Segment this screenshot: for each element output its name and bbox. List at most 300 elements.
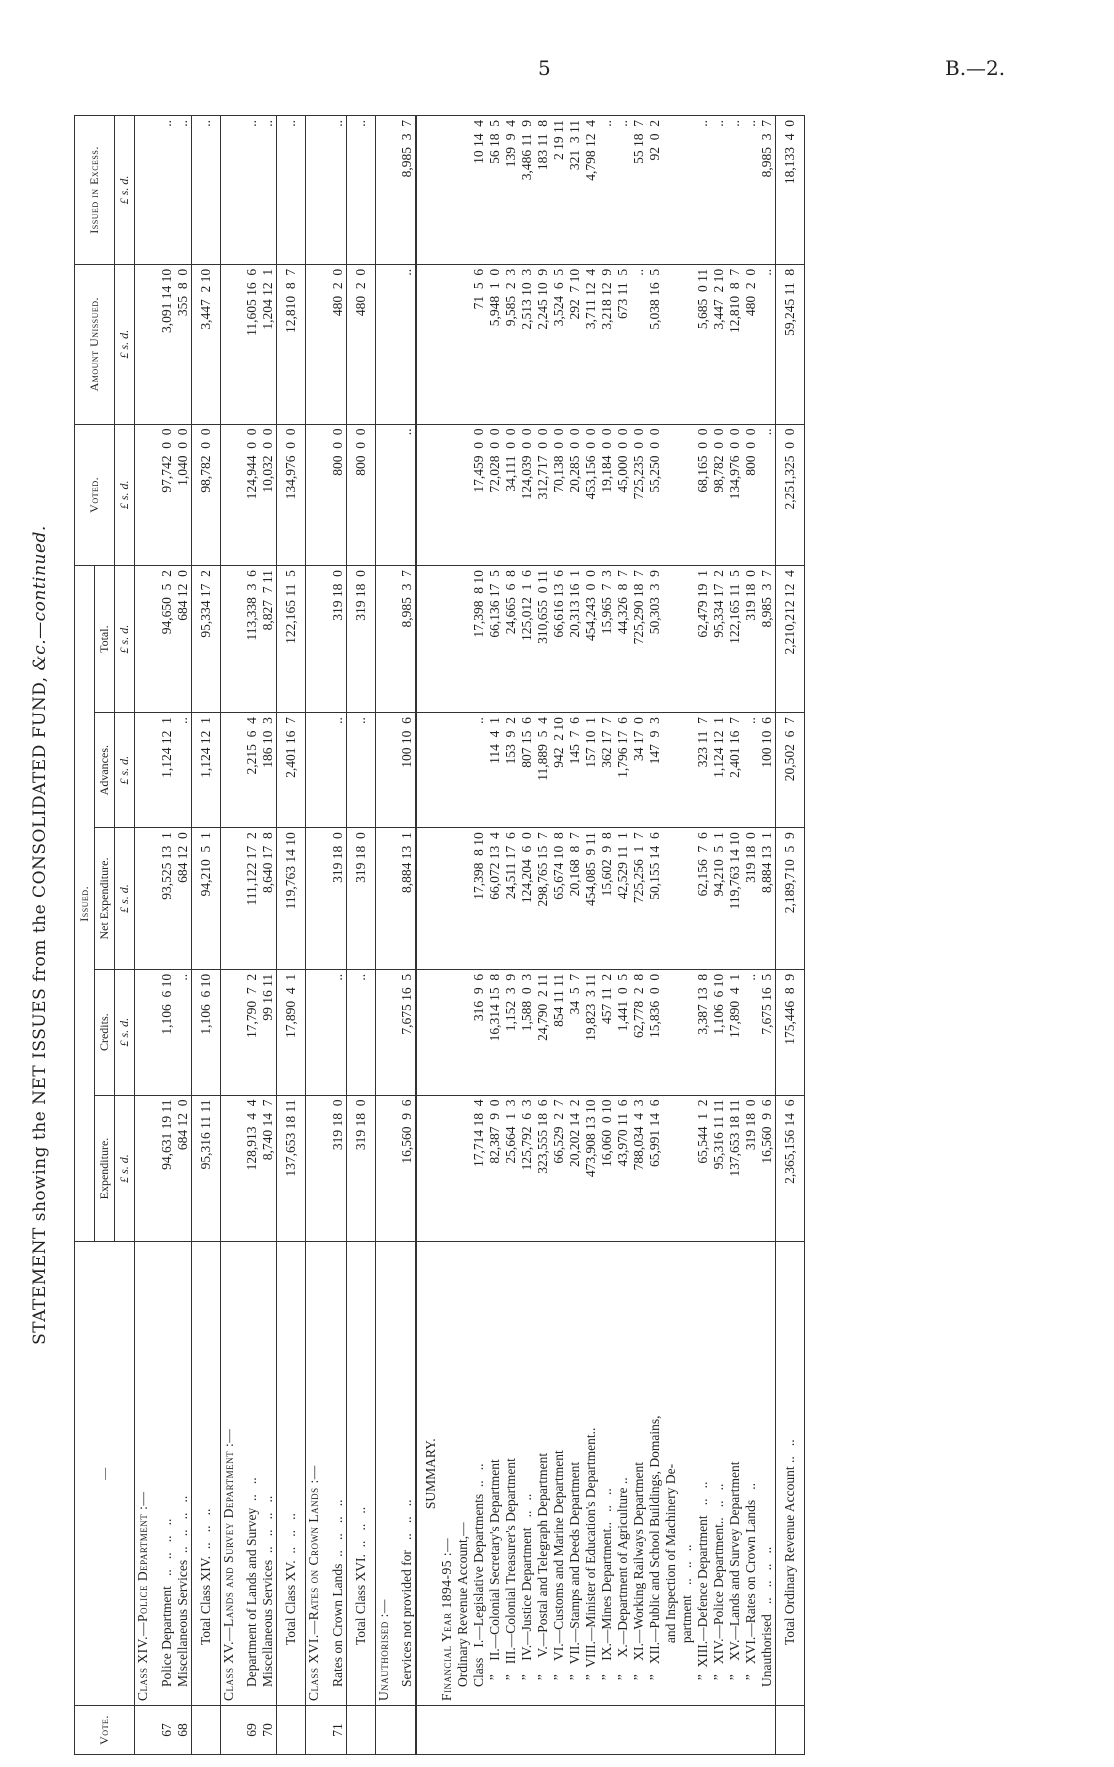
cell-adv: 942 2 10 [551,713,567,828]
cell-adv: .. [330,713,347,828]
cell-adv: 145 7 6 [567,713,583,828]
cell-voted [220,424,244,566]
cell-unissued: 3,447 2 10 [711,264,727,424]
cell-excess: 8,985 3 7 [399,116,416,265]
cell-exp: 2,365,156 14 6 [776,1095,805,1242]
cell-unissued: .. [631,264,647,424]
row-label: ” VI.—Customs and Marine Department [551,1242,567,1706]
cell-unissued: 480 2 0 [330,264,347,424]
row-label: ” X.—Department of Agriculture .. [615,1242,631,1706]
vote-number: 69 [244,1706,260,1755]
vote-number [135,1706,159,1755]
cell-exp: 65,544 1 2 [695,1095,711,1242]
cell-total: 310,655 0 11 [535,566,551,713]
cell-voted: 97,742 0 0 [159,424,175,566]
cell-cred: 7,675 16 5 [759,969,776,1095]
row-label: ” XII.—Public and School Buildings, Domains, and Inspection of Machinery De- partment .. .. .. [647,1242,695,1706]
vote-number [399,1706,416,1755]
summary-row [503,116,519,1755]
cell-adv [306,713,330,828]
cell-net: 42,529 11 1 [615,828,631,970]
col-issued-in-excess: Issued in Excess. [75,116,115,265]
cell-net: 124,204 6 0 [519,828,535,970]
cell-excess: 3,486 11 9 [519,116,535,265]
cell-unissued: 9,585 2 3 [503,264,519,424]
cell-adv: .. [175,713,192,828]
cell-excess: .. [711,116,727,265]
cell-excess: .. [615,116,631,265]
cell-total: 454,243 0 0 [583,566,599,713]
cell-exp: 319 18 0 [346,1095,375,1242]
cell-net: 319 18 0 [346,828,375,970]
cell-total: 319 18 0 [743,566,759,713]
cell-adv: 114 4 1 [487,713,503,828]
page-reference: B.—2. [945,56,1006,80]
cell-exp: 17,714 18 4 [471,1095,487,1242]
table-row [244,116,260,1755]
statement-table [74,115,805,1755]
row-label: Ordinary Revenue Account,— [455,1242,471,1706]
cell-adv: .. [471,713,487,828]
cell-unissued: 2,513 10 3 [519,264,535,424]
statement-body [135,116,805,1755]
vote-number [615,1706,631,1755]
units-exp: £ s. d. [115,1095,135,1242]
cell-net [416,828,439,970]
cell-cred: .. [743,969,759,1095]
cell-excess: .. [191,116,220,265]
summary-row [647,116,695,1755]
cell-cred [416,969,439,1095]
vote-number: 70 [260,1706,277,1755]
cell-voted [416,424,439,566]
row-label: ” XIV.—Police Department.. .. .. [711,1242,727,1706]
cell-voted: 45,000 0 0 [615,424,631,566]
cell-exp: 684 12 0 [175,1095,192,1242]
row-label: ” VII.—Stamps and Deeds Department [567,1242,583,1706]
cell-excess: .. [727,116,743,265]
cell-voted: 72,028 0 0 [487,424,503,566]
cell-net [455,828,471,970]
page-number: 5 [538,56,551,80]
row-label: Miscellaneous Services .. .. .. .. [175,1242,192,1706]
cell-adv: 362 17 7 [599,713,615,828]
vote-number [503,1706,519,1755]
cell-exp: 319 18 0 [330,1095,347,1242]
vote-number [535,1706,551,1755]
row-label: Police Department .. .. .. .. [159,1242,175,1706]
cell-excess [416,116,439,265]
cell-excess: 55 18 7 [631,116,647,265]
statement-title [30,115,50,1755]
cell-excess [375,116,399,265]
col-total: Total. [95,566,115,713]
cell-voted [439,424,455,566]
cell-cred: 3,387 13 8 [695,969,711,1095]
row-label: ” XIII.—Defence Department .. .. [695,1242,711,1706]
cell-voted: 134,976 0 0 [277,424,306,566]
cell-cred: .. [175,969,192,1095]
cell-unissued: 12,810 8 7 [727,264,743,424]
cell-total: 319 18 0 [330,566,347,713]
summary-row [743,116,759,1755]
units-cred: £ s. d. [115,969,135,1095]
cell-exp: 137,653 18 11 [277,1095,306,1242]
cell-voted: 800 0 0 [330,424,347,566]
cell-exp [375,1095,399,1242]
cell-cred: 24,790 2 11 [535,969,551,1095]
financial-year-row [439,116,455,1755]
vote-number [727,1706,743,1755]
cell-voted: 10,032 0 0 [260,424,277,566]
cell-unissued: 5,038 16 5 [647,264,695,424]
cell-total: 113,338 3 6 [244,566,260,713]
cell-total: 125,012 1 6 [519,566,535,713]
row-label: ” III.—Colonial Treasurer's Department [503,1242,519,1706]
cell-exp: 16,560 9 6 [399,1095,416,1242]
cell-unissued [220,264,244,424]
cell-total [416,566,439,713]
cell-exp [306,1095,330,1242]
cell-voted [135,424,159,566]
cell-adv: 807 15 6 [519,713,535,828]
cell-unissued [306,264,330,424]
cell-cred: 1,106 6 10 [159,969,175,1095]
cell-excess: .. [346,116,375,265]
cell-unissued: 71 5 6 [471,264,487,424]
cell-voted: 70,138 0 0 [551,424,567,566]
cell-adv: 153 9 2 [503,713,519,828]
cell-unissued: 292 7 10 [567,264,583,424]
cell-net: 725,256 1 7 [631,828,647,970]
units-net: £ s. d. [115,828,135,970]
cell-unissued: 59,245 11 8 [776,264,805,424]
col-issued: Issued. [75,566,95,1242]
cell-cred [439,969,455,1095]
cell-voted: 68,165 0 0 [695,424,711,566]
cell-unissued: 5,948 1 0 [487,264,503,424]
cell-adv [439,713,455,828]
cell-total: 8,985 3 7 [399,566,416,713]
cell-exp: 66,529 2 7 [551,1095,567,1242]
cell-net: 93,525 13 1 [159,828,175,970]
cell-exp: 319 18 0 [743,1095,759,1242]
cell-net: 454,085 9 11 [583,828,599,970]
cell-cred: 7,675 16 5 [399,969,416,1095]
row-label: ” II.—Colonial Secretary's Department [487,1242,503,1706]
cell-unissued [439,264,455,424]
vote-number [471,1706,487,1755]
cell-exp [416,1095,439,1242]
class-heading-row [135,116,159,1755]
cell-adv [455,713,471,828]
cell-voted: 20,285 0 0 [567,424,583,566]
col-voted: Voted. [75,424,115,566]
cell-net [439,828,455,970]
cell-net: 8,884 13 1 [399,828,416,970]
cell-net: 119,763 14 10 [727,828,743,970]
cell-total: 95,334 17 2 [191,566,220,713]
cell-total [135,566,159,713]
cell-total: 62,479 19 1 [695,566,711,713]
table-row [260,116,277,1755]
cell-voted: 312,717 0 0 [535,424,551,566]
cell-cred [220,969,244,1095]
row-label: Class XIV.—Police Department :— [135,1242,159,1706]
title-main: STATEMENT showing the NET ISSUES from the CONSOLIDATED FUND, [30,670,50,1345]
vote-number [519,1706,535,1755]
summary-total-row [776,116,805,1755]
cell-total [439,566,455,713]
cell-cred [455,969,471,1095]
cell-total: 8,827 7 11 [260,566,277,713]
col-net-expenditure: Net Expenditure. [95,828,115,970]
cell-exp: 82,387 9 0 [487,1095,503,1242]
cell-cred: 1,152 3 9 [503,969,519,1095]
cell-cred: 16,314 15 8 [487,969,503,1095]
cell-cred [306,969,330,1095]
cell-net [375,828,399,970]
cell-net: 65,674 10 8 [551,828,567,970]
row-label: Rates on Crown Lands .. .. .. .. [330,1242,347,1706]
cell-voted: 2,251,325 0 0 [776,424,805,566]
cell-total [306,566,330,713]
cell-cred: 19,823 3 11 [583,969,599,1095]
vote-number [306,1706,330,1755]
cell-net: 111,122 17 2 [244,828,260,970]
cell-excess: 92 0 2 [647,116,695,265]
cell-adv: 323 11 7 [695,713,711,828]
summary-row [695,116,711,1755]
cell-adv: 1,124 12 1 [711,713,727,828]
cell-excess [439,116,455,265]
cell-voted [375,424,399,566]
cell-excess: 2 19 11 [551,116,567,265]
cell-net [135,828,159,970]
summary-row [583,116,599,1755]
class-total-row [346,116,375,1755]
cell-total: 319 18 0 [346,566,375,713]
cell-exp: 95,316 11 11 [191,1095,220,1242]
cell-exp: 65,991 14 6 [647,1095,695,1242]
title-continued: &c.—continued. [30,525,50,671]
row-label: Total Class XVI. .. .. .. [346,1242,375,1706]
vote-number [776,1706,805,1755]
cell-voted: 725,235 0 0 [631,424,647,566]
table-row [175,116,192,1755]
units-excess: £ s. d. [115,116,135,265]
summary-row [519,116,535,1755]
cell-adv: 186 10 3 [260,713,277,828]
cell-excess: 183 11 8 [535,116,551,265]
units-total: £ s. d. [115,566,135,713]
summary-row [727,116,743,1755]
cell-cred: 854 11 11 [551,969,567,1095]
cell-exp: 43,970 11 6 [615,1095,631,1242]
summary-heading-row [416,116,439,1755]
cell-total: 24,665 6 8 [503,566,519,713]
row-label: Class I.—Legislative Departments .. .. [471,1242,487,1706]
cell-excess: .. [260,116,277,265]
cell-voted: 800 0 0 [346,424,375,566]
cell-net: 20,168 8 7 [567,828,583,970]
cell-total: 66,616 13 6 [551,566,567,713]
cell-net: 8,884 13 1 [759,828,776,970]
vote-number [551,1706,567,1755]
cell-exp: 20,202 14 2 [567,1095,583,1242]
cell-cred: 99 16 11 [260,969,277,1095]
vote-number [743,1706,759,1755]
row-label: Unauthorised :— [375,1242,399,1706]
row-label: Financial Year 1894-95 :— [439,1242,455,1706]
summary-row [615,116,631,1755]
row-label: Miscellaneous Services .. .. .. .. [260,1242,277,1706]
cell-unissued: 3,218 12 9 [599,264,615,424]
cell-adv [416,713,439,828]
cell-total: 50,303 3 9 [647,566,695,713]
cell-excess [135,116,159,265]
cell-excess: 321 3 11 [567,116,583,265]
vote-number [647,1706,695,1755]
cell-unissued [455,264,471,424]
cell-total [455,566,471,713]
cell-cred: 34 5 7 [567,969,583,1095]
summary-row [599,116,615,1755]
vote-number [191,1706,220,1755]
row-label: ” IX.—Mines Department.. .. .. [599,1242,615,1706]
cell-voted: 98,782 0 0 [191,424,220,566]
vote-number: 68 [175,1706,192,1755]
cell-net: 24,511 17 6 [503,828,519,970]
cell-voted: 17,459 0 0 [471,424,487,566]
row-label: ” VIII.—Minister of Education's Department.. [583,1242,599,1706]
cell-unissued: 355 8 0 [175,264,192,424]
class-heading-row [306,116,330,1755]
vote-number [220,1706,244,1755]
cell-unissued [416,264,439,424]
cell-unissued: 3,091 14 10 [159,264,175,424]
row-label: Department of Lands and Survey .. .. [244,1242,260,1706]
vote-number: 67 [159,1706,175,1755]
units-adv: £ s. d. [115,713,135,828]
cell-excess: .. [743,116,759,265]
cell-net: 66,072 13 4 [487,828,503,970]
cell-adv: 100 10 6 [399,713,416,828]
cell-exp: 8,740 14 7 [260,1095,277,1242]
cell-exp [135,1095,159,1242]
cell-unissued: .. [399,264,416,424]
cell-excess [455,116,471,265]
cell-adv: 157 10 1 [583,713,599,828]
row-label: Class XV.—Lands and Survey Department :— [220,1242,244,1706]
vote-number [439,1706,455,1755]
cell-voted [306,424,330,566]
cell-excess: 139 9 4 [503,116,519,265]
cell-total: 684 12 0 [175,566,192,713]
cell-adv [220,713,244,828]
cell-unissued: 3,711 12 4 [583,264,599,424]
cell-excess: .. [599,116,615,265]
cell-excess: .. [277,116,306,265]
vote-number [711,1706,727,1755]
cell-voted: 19,184 0 0 [599,424,615,566]
cell-cred: 316 9 6 [471,969,487,1095]
cell-unissued: .. [759,264,776,424]
cell-net: 8,640 17 8 [260,828,277,970]
row-label: ” XI.—Working Railways Department [631,1242,647,1706]
summary-row [535,116,551,1755]
cell-adv [375,713,399,828]
cell-exp: 95,316 11 11 [711,1095,727,1242]
cell-total: 95,334 17 2 [711,566,727,713]
cell-excess: .. [159,116,175,265]
cell-exp: 16,060 0 10 [599,1095,615,1242]
cell-net: 62,156 7 6 [695,828,711,970]
summary-row [551,116,567,1755]
cell-cred: 1,106 6 10 [711,969,727,1095]
cell-total: 44,326 8 7 [615,566,631,713]
cell-adv: 20,502 6 7 [776,713,805,828]
cell-total [220,566,244,713]
vote-number: 71 [330,1706,347,1755]
vote-number [416,1706,439,1755]
col-expenditure: Expenditure. [95,1095,115,1242]
cell-exp: 128,913 4 4 [244,1095,260,1242]
cell-net [220,828,244,970]
cell-adv: 2,401 16 7 [277,713,306,828]
vote-number [375,1706,399,1755]
cell-net: 94,210 5 1 [191,828,220,970]
cell-cred: 17,890 4 1 [727,969,743,1095]
cell-unissued: 2,245 10 9 [535,264,551,424]
vote-number [759,1706,776,1755]
cell-cred: 1,441 0 5 [615,969,631,1095]
cell-total: 122,165 11 5 [727,566,743,713]
cell-exp [439,1095,455,1242]
vote-number [567,1706,583,1755]
cell-exp: 473,908 13 10 [583,1095,599,1242]
col-vote: Vote. [75,1706,135,1755]
cell-adv: 1,124 12 1 [159,713,175,828]
cell-net: 298,765 15 7 [535,828,551,970]
cell-unissued: 3,447 2 10 [191,264,220,424]
col-amount-unissued: Amount Unissued. [75,264,115,424]
cell-cred: 1,106 6 10 [191,969,220,1095]
vote-number [583,1706,599,1755]
row-label: ” V.—Postal and Telegraph Department [535,1242,551,1706]
cell-excess: .. [330,116,347,265]
cell-net: 94,210 5 1 [711,828,727,970]
cell-total [375,566,399,713]
cell-excess: 8,985 3 7 [759,116,776,265]
cell-adv [135,713,159,828]
cell-exp: 125,792 6 3 [519,1095,535,1242]
cell-unissued: 1,204 12 1 [260,264,277,424]
table-row [159,116,175,1755]
summary-row [631,116,647,1755]
cell-exp: 25,664 1 3 [503,1095,519,1242]
cell-voted: 55,250 0 0 [647,424,695,566]
cell-net: 2,189,710 5 9 [776,828,805,970]
table-row [399,116,416,1755]
cell-cred: .. [330,969,347,1095]
cell-exp: 137,653 18 11 [727,1095,743,1242]
cell-unissued [375,264,399,424]
summary-row [567,116,583,1755]
row-label: Total Ordinary Revenue Account .. .. [776,1242,805,1706]
row-label: ” IV.—Justice Department .. .. [519,1242,535,1706]
cell-total: 8,985 3 7 [759,566,776,713]
